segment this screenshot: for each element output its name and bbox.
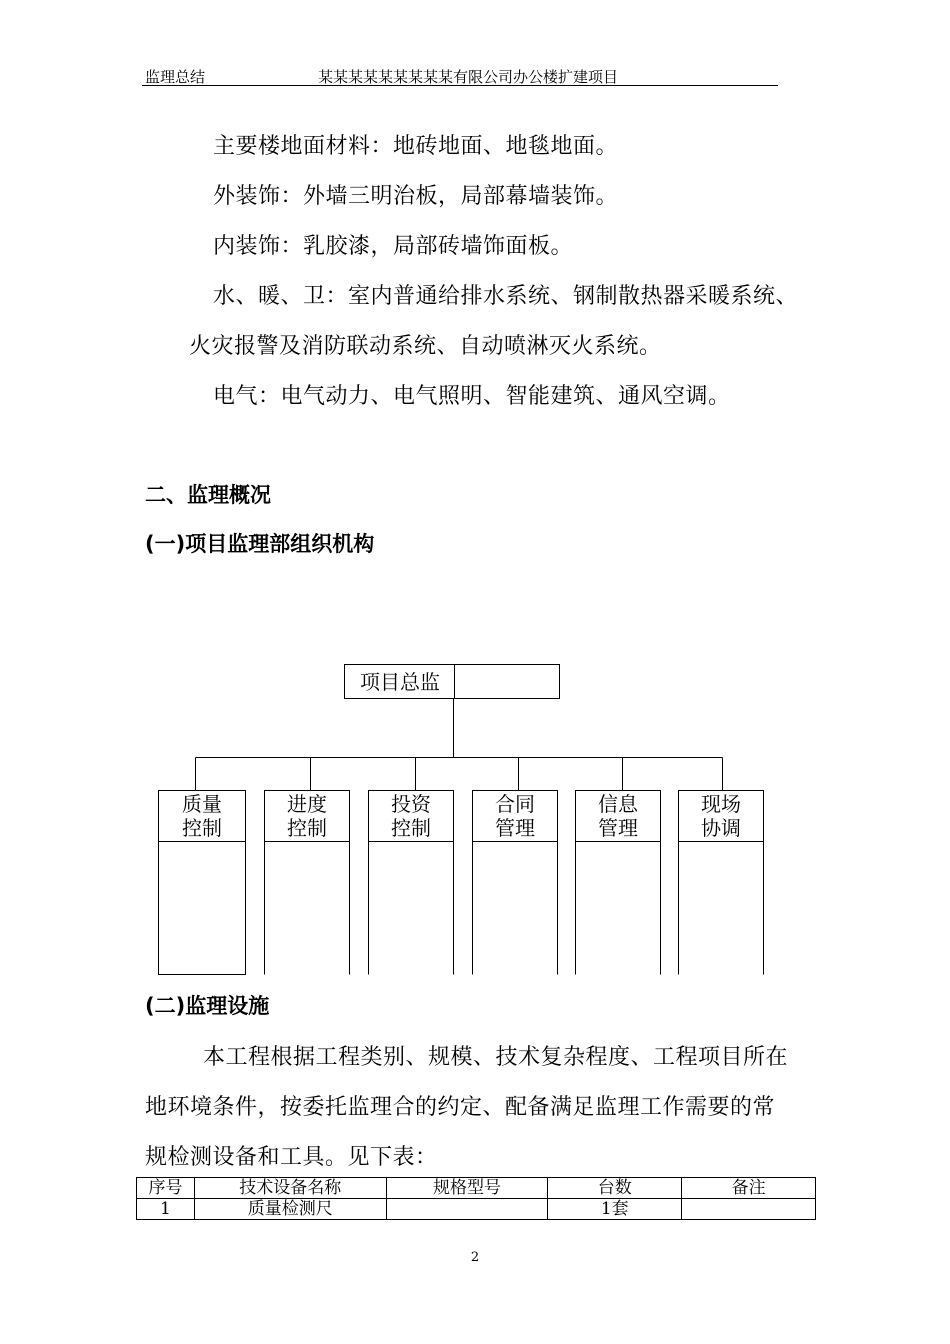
org-branch-schedule-line2: 控制 [287,816,327,840]
facilities-line-2: 地环境条件，按委托监理合的约定、配备满足监理工作需要的常 [145,1095,776,1120]
org-top-label: 项目总监 [360,670,440,694]
col-header-index: 序号 [137,1178,195,1199]
org-branch-contract-line2: 管理 [495,816,535,840]
org-branch-info-line2: 管理 [598,816,638,840]
org-branch-schedule-line1: 进度 [287,792,327,816]
body-line-exterior: 外装饰：外墙三明治板，局部幕墙装饰。 [213,184,619,209]
org-branch-site-line2: 协调 [701,816,741,840]
body-line-electrical: 电气：电气动力、电气照明、智能建筑、通风空调。 [213,384,731,409]
cell-name: 质量检测尺 [194,1199,386,1220]
org-branch-schedule [264,792,350,840]
cell-remarks [682,1199,816,1220]
org-branch-cost-line1: 投资 [391,792,431,816]
cell-index: 1 [137,1199,195,1220]
org-branch-cost-line2: 控制 [391,816,431,840]
subsection-facilities-heading: (二)监理设施 [145,994,270,1018]
cell-quantity: 1套 [548,1199,682,1220]
body-line-fire: 火灾报警及消防联动系统、自动喷淋灭火系统。 [189,334,662,359]
org-branch-info [575,792,661,840]
col-header-name: 技术设备名称 [194,1178,386,1199]
org-branch-info-line1: 信息 [598,792,638,816]
equipment-table [136,1177,816,1220]
facilities-line-1: 本工程根据工程类别、规模、技术复杂程度、工程项目所在 [203,1045,789,1070]
section-heading: 二、监理概况 [145,483,271,507]
org-branch-quality [158,792,246,840]
equipment-table-header-row [137,1178,816,1199]
subsection-org-heading: (一)项目监理部组织机构 [145,532,375,556]
page-number: 2 [470,1250,480,1265]
org-branch-contract-line1: 合同 [495,792,535,816]
body-line-floor: 主要楼地面材料：地砖地面、地毯地面。 [213,134,619,159]
body-line-mep: 水、暖、卫：室内普通给排水系统、钢制散热器采暖系统、 [213,284,799,309]
header-title: 某某某某某某某某某有限公司办公楼扩建项目 [318,68,619,86]
org-branch-site-line1: 现场 [701,792,741,816]
org-branch-contract [472,792,558,840]
cell-model [386,1199,548,1220]
org-branch-quality-line2: 控制 [182,816,222,840]
header-left: 监理总结 [145,68,206,86]
col-header-quantity: 台数 [548,1178,682,1199]
col-header-remarks: 备注 [682,1178,816,1199]
table-row [137,1199,816,1220]
facilities-line-3: 规检测设备和工具。见下表： [145,1145,438,1170]
col-header-model: 规格型号 [386,1178,548,1199]
org-branch-site [678,792,764,840]
org-branch-cost [368,792,454,840]
org-branch-quality-line1: 质量 [182,792,222,816]
body-line-interior: 内装饰：乳胶漆，局部砖墙饰面板。 [213,234,574,259]
